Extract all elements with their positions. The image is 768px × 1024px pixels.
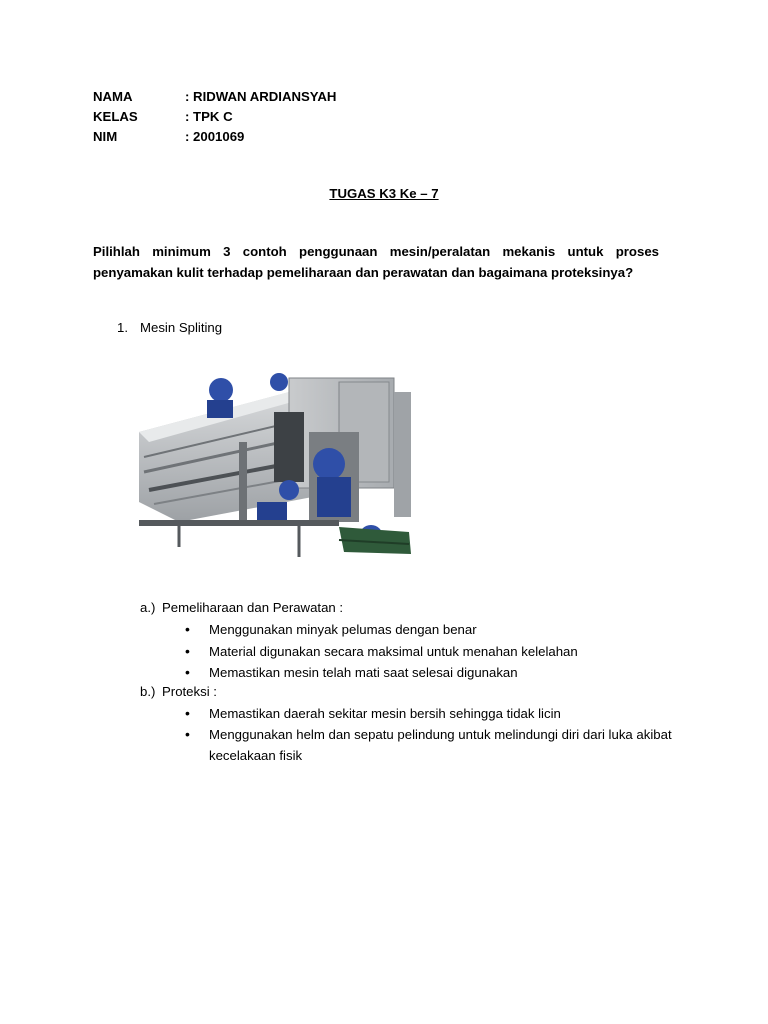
header-label: NIM	[93, 129, 118, 144]
header-value: : 2001069	[185, 129, 245, 144]
bullet-item	[185, 724, 685, 766]
section-letter: a.)	[140, 600, 156, 615]
header-label: NAMA	[93, 89, 133, 104]
bullet-dot: •	[185, 664, 190, 680]
header-value: : RIDWAN ARDIANSYAH	[185, 89, 337, 104]
list-item-title: Mesin Spliting	[140, 320, 223, 335]
bullet-item	[185, 619, 685, 640]
bullet-dot: •	[185, 643, 190, 659]
bullet-text: Menggunakan helm dan sepatu pelindung untuk melindungi diri dari luka akibat kecelakaan fisik	[209, 727, 672, 763]
splitting-machine-image	[139, 372, 411, 570]
header-value: : TPK C	[185, 109, 233, 124]
header-row-nama	[93, 88, 336, 106]
bullet-item	[185, 703, 685, 724]
bullet-text: Material digunakan secara maksimal untuk menahan kelelahan	[209, 644, 578, 659]
bullet-dot: •	[185, 705, 190, 721]
list-number: 1.	[117, 320, 128, 335]
section-heading-text: Proteksi :	[162, 684, 217, 699]
header-row-nim	[93, 128, 244, 146]
bullet-dot: •	[185, 726, 190, 742]
section-heading-text: Pemeliharaan dan Perawatan :	[162, 600, 344, 615]
header-label: KELAS	[93, 109, 138, 124]
question-text: Pilihlah minimum 3 contoh penggunaan mesin/peralatan mekanis untuk proses penyamakan kulit terhadap pemeliharaan dan perawatan dan bagaimana proteksinya?	[93, 244, 659, 280]
bullet-item	[185, 641, 685, 662]
section-heading-protection	[140, 683, 217, 701]
bullet-text: Memastikan daerah sekitar mesin bersih sehingga tidak licin	[209, 706, 561, 721]
header-row-kelas	[93, 108, 233, 126]
section-letter: b.)	[140, 684, 156, 699]
bullet-item	[185, 662, 685, 683]
bullet-dot: •	[185, 621, 190, 637]
bullet-text: Memastikan mesin telah mati saat selesai digunakan	[209, 665, 518, 680]
section-heading-maintenance	[140, 599, 343, 617]
list-item-1	[117, 319, 222, 337]
page-title: TUGAS K3 Ke – 7	[329, 186, 439, 201]
bullet-text: Menggunakan minyak pelumas dengan benar	[209, 622, 477, 637]
